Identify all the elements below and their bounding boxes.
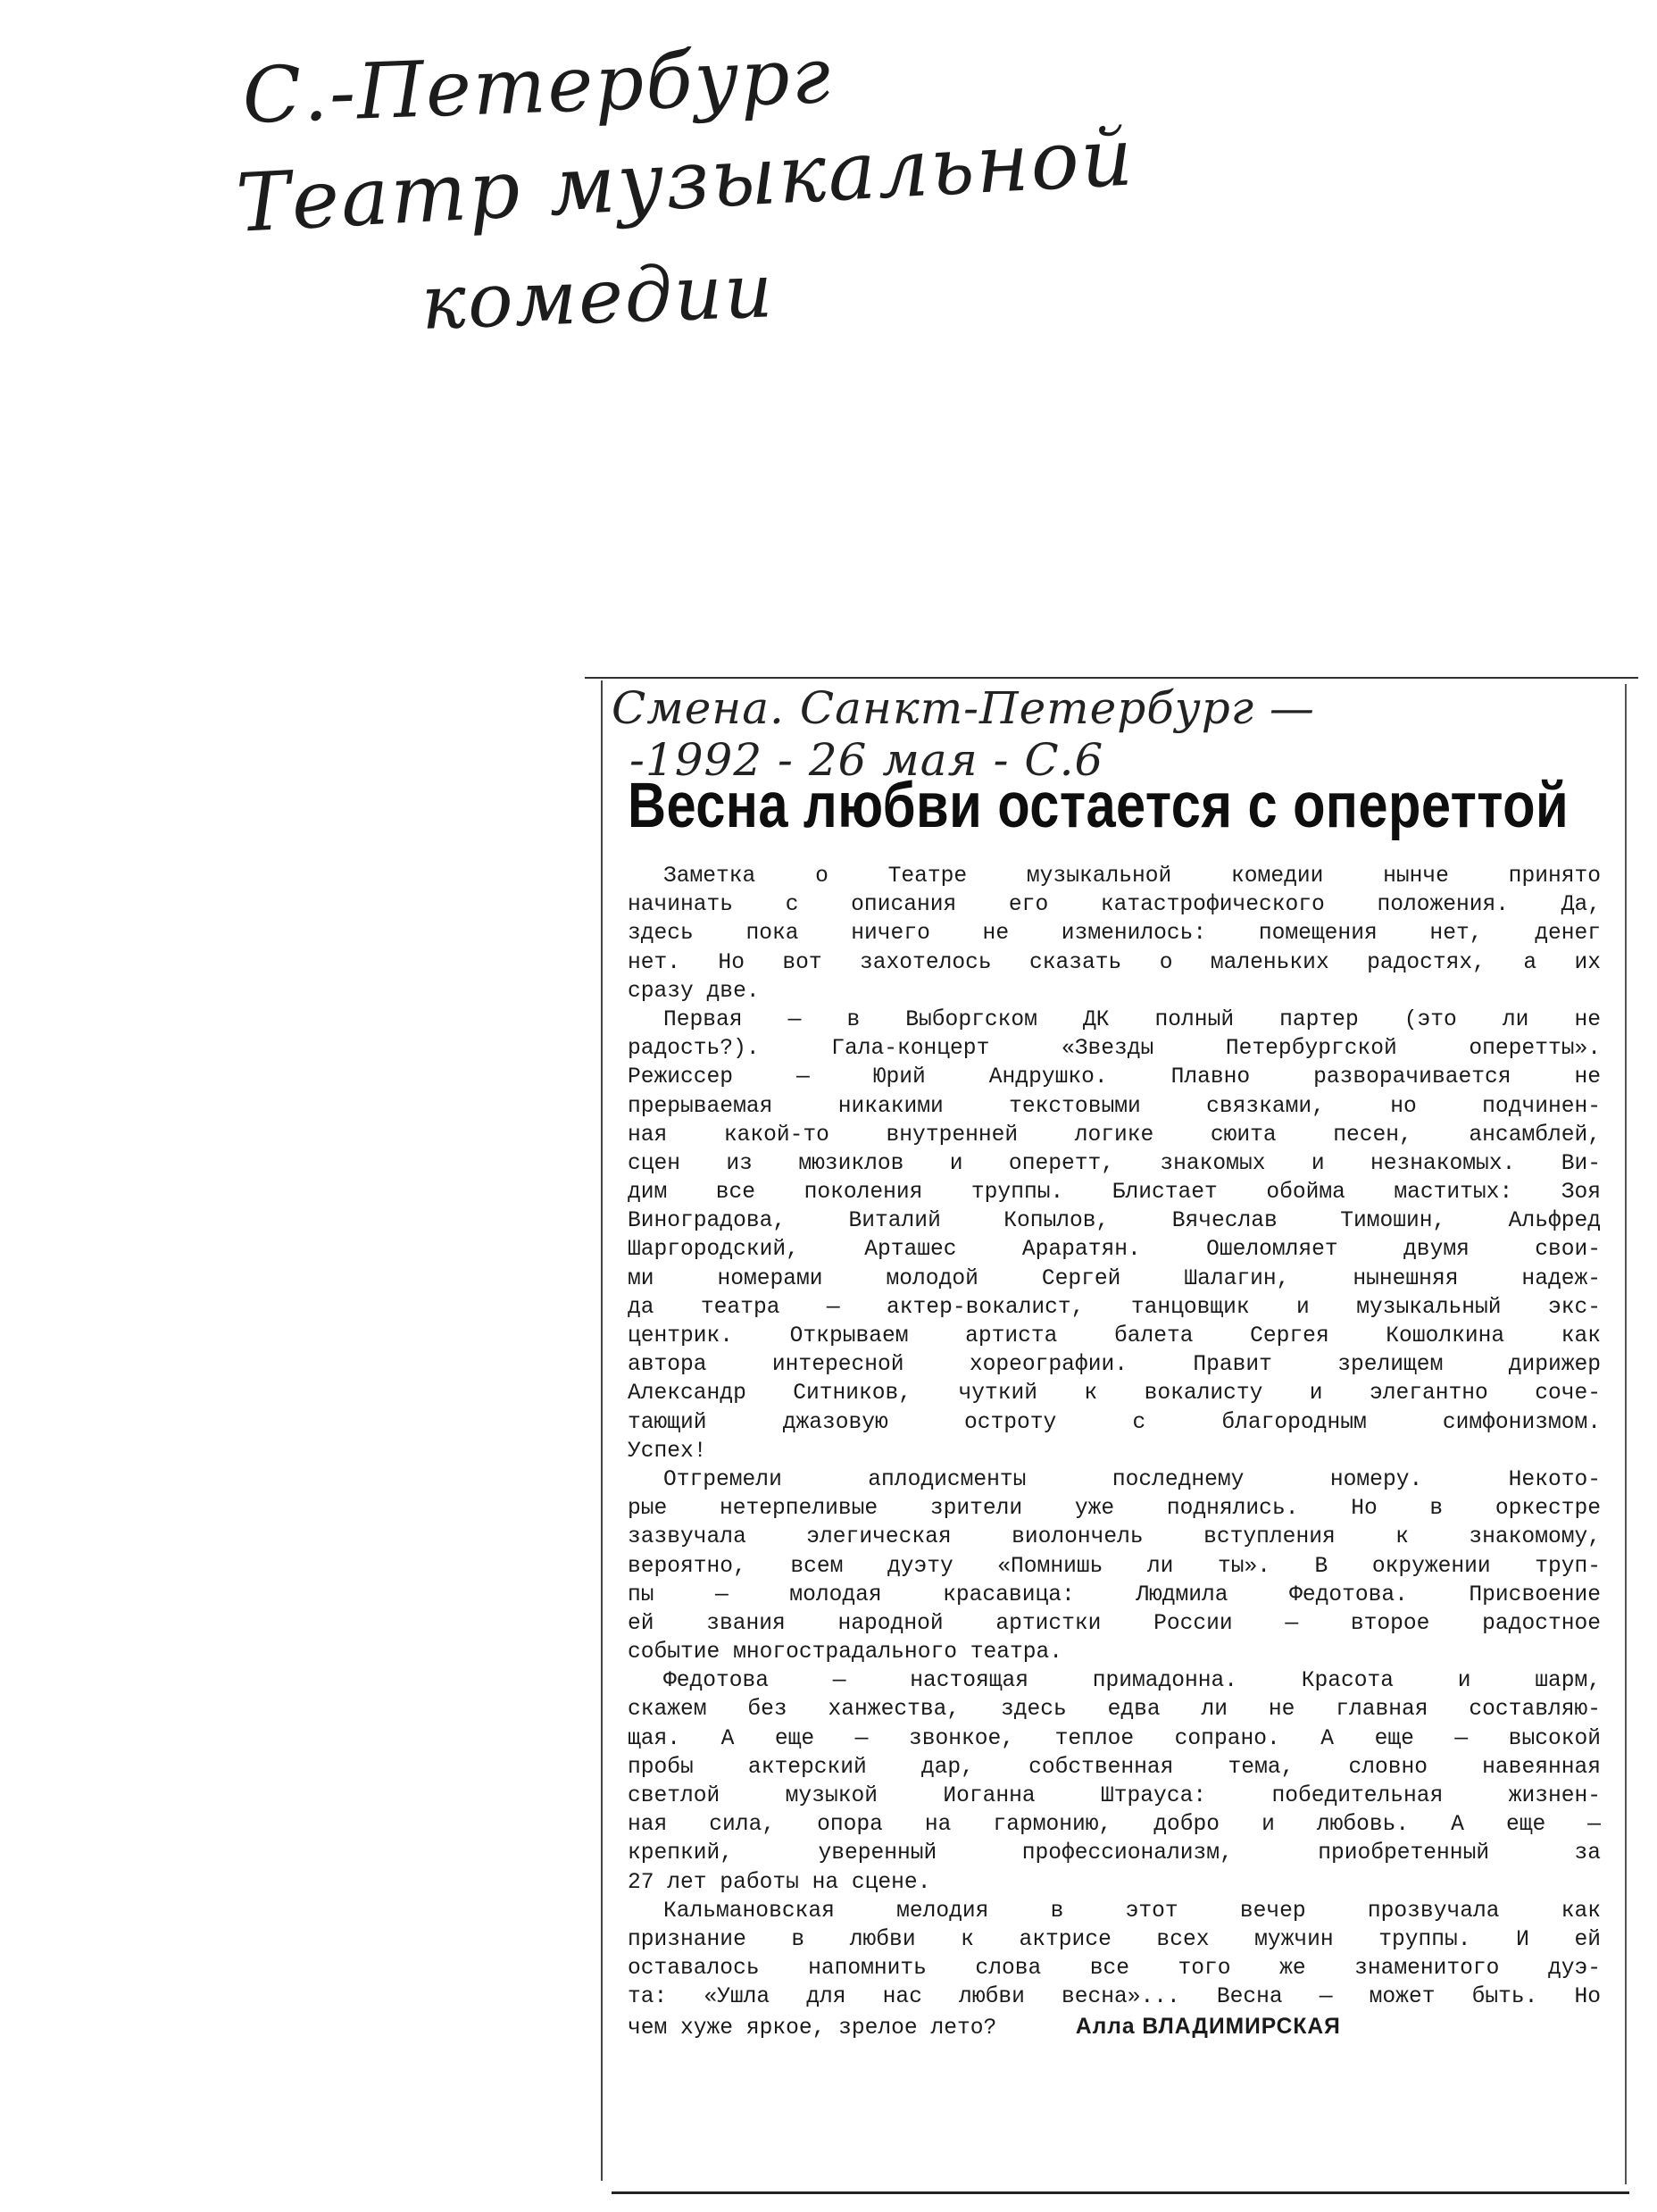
article-line: событие многострадального театра. [628,1640,1063,1665]
article-line: дим все поколения труппы. Блистает обойма маститых: Зоя [628,1181,1601,1206]
article-line: Федотова — настоящая примадонна. Красота и шарм, [663,1669,1601,1694]
article-line: рые нетерпеливые зрители уже поднялись. Но в оркестре [628,1497,1601,1522]
clipping-bottom-rule [612,2191,1629,2194]
article-line: 27 лет работы на сцене. [628,1870,931,1895]
article-line: оставалось напомнить слова все того же знаменитого дуэ- [628,1957,1601,1982]
article-line: ная какой-то внутренней логике сюита песен, ансамблей, [628,1123,1601,1148]
article-body [628,863,1601,2041]
clipping-top-rule [585,677,1638,679]
article-line: прерываемая никакими текстовыми связками, но подчинен- [628,1094,1601,1119]
article-line: ми номерами молодой Сергей Шалагин, нынешняя надеж- [628,1266,1601,1291]
article-line: нет. Но вот захотелось сказать о маленьких радостях, а их [628,950,1601,975]
article-line: Виноградова, Виталий Копылов, Вячеслав Тимошин, Альфред [628,1209,1601,1234]
handwritten-theatre-line: Театр музыкальной [234,110,1137,251]
article-line: автора интересной хореографии. Правит зрелищем дирижер [628,1353,1601,1378]
handwritten-city: С.-Петербург [241,30,834,141]
handwritten-comedy-line: комедии [420,246,776,346]
article-closing-text: чем хуже яркое, зрелое лето? [628,2016,997,2041]
article-line: начинать с описания его катастрофического положения. Да, [628,893,1601,918]
article-line: признание в любви к актрисе всех мужчин труппы. И ей [628,1927,1601,1952]
article-line: центрик. Открываем артиста балета Сергея Кошолкина как [628,1324,1601,1348]
article-line: тающий джазовую остроту с благородным симфонизмом. [628,1410,1601,1435]
author-byline [1076,2015,1341,2039]
article-line: Успех! [628,1439,707,1464]
article-line: скажем без ханжества, здесь едва ли не главная составляю- [628,1698,1601,1723]
article-line: пы — молодая красавица: Людмила Федотова. Присвоение [628,1582,1601,1607]
author-first-name: Алла [1075,2014,1136,2039]
article-line: сцен из мюзиклов и оперетт, знакомых и незнакомых. Ви- [628,1151,1601,1176]
article-line: Заметка о Театре музыкальной комедии нынче принято [663,864,1601,889]
clipping-left-edge [601,680,603,2181]
article-line: Отгремели аплодисменты последнему номеру. Некото- [663,1467,1601,1492]
article-line: пробы актерский дар, собственная тема, словно навеянная [628,1755,1601,1780]
article-line: ная сила, опора на гармонию, добро и любовь. А еще — [628,1813,1601,1838]
article-line: Первая — в Выборгском ДК полный партер (это ли не [663,1007,1601,1032]
article-line: та: «Ушла для нас любви весна»... Весна — может быть. Но [628,1985,1601,2010]
article-line: ей звания народной артистки России — второе радостное [628,1611,1601,1636]
author-surname: ВЛАДИМИРСКАЯ [1142,2014,1341,2039]
article-line: Александр Ситников, чуткий к вокалисту и элегантно соче- [628,1381,1601,1406]
article-line: крепкий, уверенный профессионализм, приобретенный за [628,1841,1601,1866]
article-line: вероятно, всем дуэту «Помнишь ли ты». В окружении труп- [628,1554,1601,1579]
article-headline: Весна любви остается с опереттой [628,771,1570,841]
article-line: Шаргородский, Арташес Араратян. Ошеломляет двумя свои- [628,1238,1601,1263]
article-line: Кальмановская мелодия в этот вечер прозвучала как [663,1899,1601,1924]
article-line: зазвучала элегическая виолончель вступления к знакомому, [628,1525,1601,1550]
newspaper-clipping [585,677,1638,2197]
article-line: радость?). Гала-концерт «Звезды Петербургской оперетты». [628,1037,1601,1062]
article-last-line [628,2013,1601,2041]
article-line: светлой музыкой Иоганна Штрауса: победительная жизнен- [628,1784,1601,1808]
source-date-page: -1992 - 26 мая - С.6 [629,734,1104,786]
article-line: щая. А еще — звонкое, теплое сопрано. А еще — высокой [628,1726,1601,1751]
article-line: Режиссер — Юрий Андрушко. Плавно разворачивается не [628,1065,1601,1090]
article-line: здесь пока ничего не изменилось: помещения нет, денег [628,922,1601,947]
source-newspaper: Смена. Санкт-Петербург — [612,682,1315,734]
article-line: сразу две. [628,979,760,1004]
clipping-right-edge [1625,684,1627,2184]
article-line: да театра — актер-вокалист, танцовщик и музыкальный экс- [628,1295,1601,1320]
